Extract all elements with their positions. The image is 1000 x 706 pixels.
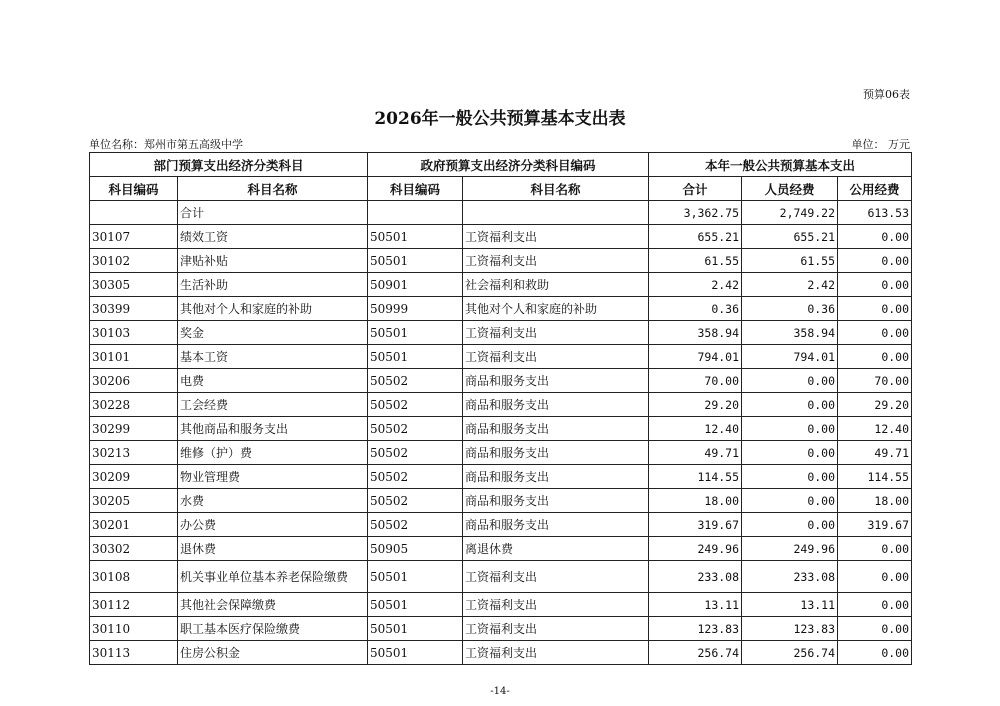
total-amount: 49.71	[649, 441, 742, 465]
table-row	[90, 249, 912, 273]
public-amount: 29.20	[838, 393, 912, 417]
currency-unit: 单位： 万元	[851, 138, 910, 151]
gov-name: 工资福利支出	[463, 345, 649, 369]
table-row	[90, 537, 912, 561]
total-amount: 70.00	[649, 369, 742, 393]
table-row	[90, 489, 912, 513]
group-header-row	[90, 153, 912, 177]
public-amount: 0.00	[838, 345, 912, 369]
personnel-amount: 0.36	[742, 297, 838, 321]
dept-code: 30302	[90, 537, 178, 561]
public-amount: 114.55	[838, 465, 912, 489]
personnel-amount: 256.74	[742, 641, 838, 665]
total-amount: 2.42	[649, 273, 742, 297]
dept-name: 电费	[178, 369, 368, 393]
unit-name: 单位名称：郑州市第五高级中学	[89, 138, 243, 151]
public-amount: 49.71	[838, 441, 912, 465]
gov-name: 商品和服务支出	[463, 489, 649, 513]
public-amount: 0.00	[838, 273, 912, 297]
cell	[463, 201, 649, 225]
dept-name: 水费	[178, 489, 368, 513]
dept-name: 奖金	[178, 321, 368, 345]
dept-code: 30102	[90, 249, 178, 273]
public-amount: 0.00	[838, 297, 912, 321]
gov-code: 50502	[368, 417, 463, 441]
gov-code: 50501	[368, 593, 463, 617]
total-amount: 3,362.75	[649, 201, 742, 225]
gov-code: 50905	[368, 537, 463, 561]
dept-code: 30213	[90, 441, 178, 465]
gov-name: 商品和服务支出	[463, 441, 649, 465]
personnel-amount: 0.00	[742, 489, 838, 513]
personnel-amount: 2.42	[742, 273, 838, 297]
total-amount: 123.83	[649, 617, 742, 641]
column-header: 公用经费	[838, 177, 912, 201]
dept-name: 机关事业单位基本养老保险缴费	[178, 561, 368, 593]
gov-code: 50502	[368, 465, 463, 489]
column-header: 科目名称	[463, 177, 649, 201]
dept-code: 30112	[90, 593, 178, 617]
personnel-amount: 249.96	[742, 537, 838, 561]
dept-code: 30206	[90, 369, 178, 393]
gov-code: 50502	[368, 513, 463, 537]
personnel-amount: 0.00	[742, 441, 838, 465]
gov-name: 工资福利支出	[463, 617, 649, 641]
dept-code: 30103	[90, 321, 178, 345]
dept-name: 工会经费	[178, 393, 368, 417]
cell	[368, 201, 463, 225]
personnel-amount: 0.00	[742, 393, 838, 417]
dept-name: 其他商品和服务支出	[178, 417, 368, 441]
public-amount: 18.00	[838, 489, 912, 513]
gov-name: 离退休费	[463, 537, 649, 561]
dept-name: 其他社会保障缴费	[178, 593, 368, 617]
total-amount: 0.36	[649, 297, 742, 321]
public-amount: 0.00	[838, 641, 912, 665]
total-row	[90, 201, 912, 225]
gov-name: 工资福利支出	[463, 561, 649, 593]
gov-code: 50502	[368, 369, 463, 393]
total-amount: 29.20	[649, 393, 742, 417]
gov-code: 50502	[368, 393, 463, 417]
gov-name: 商品和服务支出	[463, 417, 649, 441]
table-row	[90, 561, 912, 593]
dept-name: 职工基本医疗保险缴费	[178, 617, 368, 641]
gov-code: 50501	[368, 249, 463, 273]
total-amount: 114.55	[649, 465, 742, 489]
public-amount: 0.00	[838, 537, 912, 561]
personnel-amount: 0.00	[742, 513, 838, 537]
table-row	[90, 593, 912, 617]
column-header-row	[90, 177, 912, 201]
gov-code: 50501	[368, 345, 463, 369]
table-row	[90, 393, 912, 417]
page-title: 2026年一般公共预算基本支出表	[374, 109, 626, 129]
column-header: 科目编码	[90, 177, 178, 201]
dept-name: 津贴补贴	[178, 249, 368, 273]
public-amount: 70.00	[838, 369, 912, 393]
personnel-amount: 0.00	[742, 465, 838, 489]
total-amount: 18.00	[649, 489, 742, 513]
table-row	[90, 441, 912, 465]
personnel-amount: 0.00	[742, 417, 838, 441]
gov-name: 工资福利支出	[463, 249, 649, 273]
gov-code: 50501	[368, 641, 463, 665]
gov-name: 工资福利支出	[463, 225, 649, 249]
dept-code: 30205	[90, 489, 178, 513]
gov-name: 商品和服务支出	[463, 513, 649, 537]
personnel-amount: 358.94	[742, 321, 838, 345]
dept-code: 30107	[90, 225, 178, 249]
table-row	[90, 273, 912, 297]
total-amount: 12.40	[649, 417, 742, 441]
gov-name: 其他对个人和家庭的补助	[463, 297, 649, 321]
total-amount: 61.55	[649, 249, 742, 273]
gov-code: 50901	[368, 273, 463, 297]
column-header: 合计	[649, 177, 742, 201]
dept-code: 30108	[90, 561, 178, 593]
dept-code: 30101	[90, 345, 178, 369]
table-row	[90, 417, 912, 441]
gov-name: 社会福利和救助	[463, 273, 649, 297]
total-amount: 13.11	[649, 593, 742, 617]
personnel-amount: 123.83	[742, 617, 838, 641]
dept-name: 住房公积金	[178, 641, 368, 665]
gov-code: 50501	[368, 617, 463, 641]
dept-name: 生活补助	[178, 273, 368, 297]
table-row	[90, 617, 912, 641]
gov-code: 50501	[368, 561, 463, 593]
personnel-amount: 794.01	[742, 345, 838, 369]
dept-name: 绩效工资	[178, 225, 368, 249]
total-label: 合计	[178, 201, 368, 225]
public-amount: 0.00	[838, 593, 912, 617]
total-personnel: 2,749.22	[742, 201, 838, 225]
table-row	[90, 297, 912, 321]
group-header: 部门预算支出经济分类科目	[90, 153, 368, 177]
dept-code: 30399	[90, 297, 178, 321]
gov-name: 商品和服务支出	[463, 393, 649, 417]
gov-name: 工资福利支出	[463, 321, 649, 345]
public-amount: 0.00	[838, 321, 912, 345]
page-number: -14-	[490, 686, 510, 697]
dept-code: 30113	[90, 641, 178, 665]
column-header: 科目编码	[368, 177, 463, 201]
personnel-amount: 655.21	[742, 225, 838, 249]
personnel-amount: 61.55	[742, 249, 838, 273]
dept-code: 30110	[90, 617, 178, 641]
dept-name: 办公费	[178, 513, 368, 537]
cell	[90, 201, 178, 225]
total-amount: 794.01	[649, 345, 742, 369]
dept-name: 基本工资	[178, 345, 368, 369]
personnel-amount: 13.11	[742, 593, 838, 617]
gov-code: 50502	[368, 441, 463, 465]
column-header: 科目名称	[178, 177, 368, 201]
gov-code: 50501	[368, 321, 463, 345]
dept-name: 其他对个人和家庭的补助	[178, 297, 368, 321]
gov-code: 50501	[368, 225, 463, 249]
gov-name: 工资福利支出	[463, 641, 649, 665]
total-amount: 358.94	[649, 321, 742, 345]
dept-name: 维修（护）费	[178, 441, 368, 465]
public-amount: 319.67	[838, 513, 912, 537]
gov-name: 商品和服务支出	[463, 465, 649, 489]
public-amount: 0.00	[838, 561, 912, 593]
personnel-amount: 233.08	[742, 561, 838, 593]
dept-code: 30299	[90, 417, 178, 441]
table-row	[90, 321, 912, 345]
public-amount: 0.00	[838, 249, 912, 273]
group-header: 政府预算支出经济分类科目编码	[368, 153, 649, 177]
dept-code: 30228	[90, 393, 178, 417]
personnel-amount: 0.00	[742, 369, 838, 393]
table-row	[90, 369, 912, 393]
dept-name: 退休费	[178, 537, 368, 561]
table-row	[90, 465, 912, 489]
table-row	[90, 345, 912, 369]
total-amount: 319.67	[649, 513, 742, 537]
total-public: 613.53	[838, 201, 912, 225]
dept-code: 30201	[90, 513, 178, 537]
gov-code: 50999	[368, 297, 463, 321]
dept-code: 30209	[90, 465, 178, 489]
table-row	[90, 513, 912, 537]
budget-table	[89, 152, 912, 665]
public-amount: 12.40	[838, 417, 912, 441]
dept-code: 30305	[90, 273, 178, 297]
gov-code: 50502	[368, 489, 463, 513]
table-row	[90, 225, 912, 249]
total-amount: 256.74	[649, 641, 742, 665]
group-header: 本年一般公共预算基本支出	[649, 153, 912, 177]
column-header: 人员经费	[742, 177, 838, 201]
total-amount: 233.08	[649, 561, 742, 593]
form-number: 预算06表	[863, 88, 910, 101]
gov-name: 工资福利支出	[463, 593, 649, 617]
table-row	[90, 641, 912, 665]
total-amount: 655.21	[649, 225, 742, 249]
public-amount: 0.00	[838, 617, 912, 641]
public-amount: 0.00	[838, 225, 912, 249]
dept-name: 物业管理费	[178, 465, 368, 489]
total-amount: 249.96	[649, 537, 742, 561]
gov-name: 商品和服务支出	[463, 369, 649, 393]
